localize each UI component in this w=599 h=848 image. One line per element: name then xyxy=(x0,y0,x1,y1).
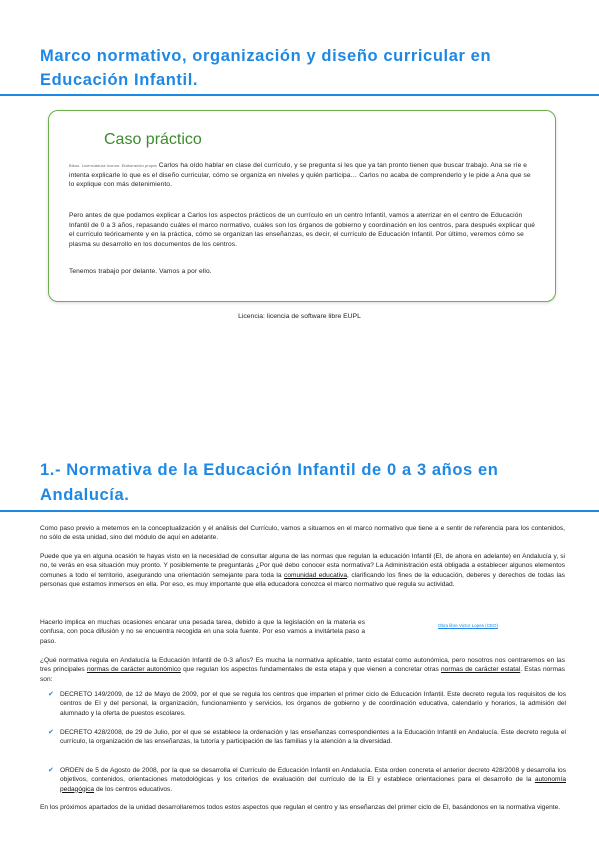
title-underline xyxy=(0,94,599,96)
case-study-box xyxy=(48,110,556,302)
page-title: Marco normativo, organización y diseño curricular en Educación Infantil. xyxy=(40,47,492,89)
case-study-para3: Tenemos trabajo por delante. Vamos a por ello. xyxy=(69,268,212,275)
license-text: Licencia: licencia de software libre EUPL xyxy=(238,313,361,320)
section-underline xyxy=(0,510,599,512)
bullet3-tail: de los centros educativos. xyxy=(95,785,173,793)
autonomia-pedagogica-link[interactable]: autonomía pedagógica xyxy=(60,776,566,793)
p2-text-b: , clarificando los fines de la educación, deberes y derechos de todas las personas que estamos inmersos en ella. Por eso, es muy importante que ella educadora conozca el marco normativo que regula su actividad. xyxy=(40,571,565,588)
check-icon: ✔ xyxy=(48,767,54,774)
intro-paragraph: Como paso previo a meternos en la conceptualización y el análisis del Currículo, vamos a situarnos en el marco normativo que tiene a e sentir de referencia para los contenidos, no sólo de esta unidad, sino del módulo de aquí en adelante. xyxy=(40,525,565,542)
list-item xyxy=(48,690,566,718)
normas-estatal-link[interactable]: normas de carácter estatal xyxy=(441,666,521,674)
normativa-paragraph xyxy=(40,552,565,589)
bullet-text: DECRETO 149/2009, de 12 de Mayo de 2009, por el que se regula los centros que imparten el primer ciclo de Educación Infantil. Este decreto regula los requisitos de los centros de EI y del personal, la organización, funcionamiento y servicios, los órganos de gobierno y de coordinación educativa, calendario y horarios, la admisión del alumnado y la oferta de puestos escolares. xyxy=(60,691,566,717)
legislation-paragraph: Hacerlo implica en muchas ocasiones encarar una pesada tarea, debido a que la legislación en la materia es confusa, con poca difusión y no se encuentra recogida en una sola fuente. Por eso vamos a invitártela paso a paso. xyxy=(40,619,365,645)
check-icon: ✔ xyxy=(48,729,54,736)
case-study-para1 xyxy=(69,161,537,190)
p4-text-a: ¿Qué normativa regula en Andalucía la Educación Infantil de 0-3 años? Es mucha la normativa aplicable, tanto estatal como autonómica, pero nosotros nos centraremos en las tres principales xyxy=(40,657,565,674)
normas-autonomico-link[interactable]: normas de carácter autonómico xyxy=(86,666,181,674)
case-study-para2: Pero antes de que podamos explicar a Carlos los aspectos prácticos de un currículo en un centro Infantil, vamos a aterrizar en el centro de Educación Infantil de 0 a 3 años, repasando cuáles el marco normativo, cuáles son los órganos de gobierno y coordinación en los centros, para después explicar qué el currículo teóricamente y en la práctica, cómo se organizan las enseñanzas, es decir, el currículo de Educación Infantil. Por último, veremos cómo se plasma su desarrollo en los documentos de los centros. xyxy=(69,212,536,248)
p2-text-a: Puede que ya en alguna ocasión te hayas visto en la necesidad de consultar alguna de las normas que regulan la educación Infantil (EI, de ahora en adelante) en Andalucía y, si no, te verás en esa situación muy pronto. Y posiblemente te preguntarás ¿Por qué debo conocer esta normativa? La Administración está obligada a establecer algunos elementos comunes a todo el territorio, asegurando una orientación semejante para toda la xyxy=(40,553,565,579)
section-title: 1.- Normativa de la Educación Infantil de 0 a 3 años en Andalucía. xyxy=(40,461,499,504)
closing-paragraph: En los próximos apartados de la unidad desarrollaremos todos estos aspectos que regulan el centro y las enseñanzas del primer ciclo de EI, basándonos en la normativa vigente. xyxy=(40,804,561,811)
p4-text-c: . Estas normas son: xyxy=(40,666,565,683)
p4-text-b: que regulan los aspectos fundamentales de esta etapa y que vienen a concretar otras xyxy=(183,666,439,674)
bullet-text: DECRETO 428/2008, de 29 de Julio, por el que se establece la ordenación y las enseñanzas correspondientes a la Educación Infantil en Andalucía. Este decreto regula el currículo, la organización de las enseñanzas, la tutoría y participación de las familias y la atención a la diversidad. xyxy=(60,729,566,746)
comunidad-educativa-link[interactable]: comunidad educativa xyxy=(284,571,347,579)
case-image-caption: Bikus. Licenciadura Iconos. Elaboración propia xyxy=(69,163,157,168)
list-item xyxy=(48,728,566,747)
case-study-title: Caso práctico xyxy=(104,131,202,148)
bullet-text: ORDEN de 5 de Agosto de 2008, por la que se desarrolla el Currículo de Educación Infantil en Andalucía. Esta orden concreta el anterior decreto 428/2008 y desarrolla los objetivos, contenidos, orientaciones metodológicas y los criterios de evaluación del currículo de la EI y establece orientaciones para el desarrollo de la xyxy=(60,767,566,784)
question-paragraph xyxy=(40,656,565,684)
check-icon: ✔ xyxy=(48,691,54,698)
image-credit-link[interactable]: Obra libre Victor Lopes (CEO) xyxy=(438,623,498,628)
list-item xyxy=(48,766,566,794)
case-para1-text: Carlos ha oído hablar en clase del currículo, y se pregunta si les que ya tan pronto tienen que buscar trabajo. Ana se ríe e intenta explicarle lo que es el diseño curricular, cómo se organiza en niveles y quién participa… Carlos no acaba de comprenderlo y le pide a Ana que se lo explique con más detenimiento. xyxy=(69,162,531,189)
